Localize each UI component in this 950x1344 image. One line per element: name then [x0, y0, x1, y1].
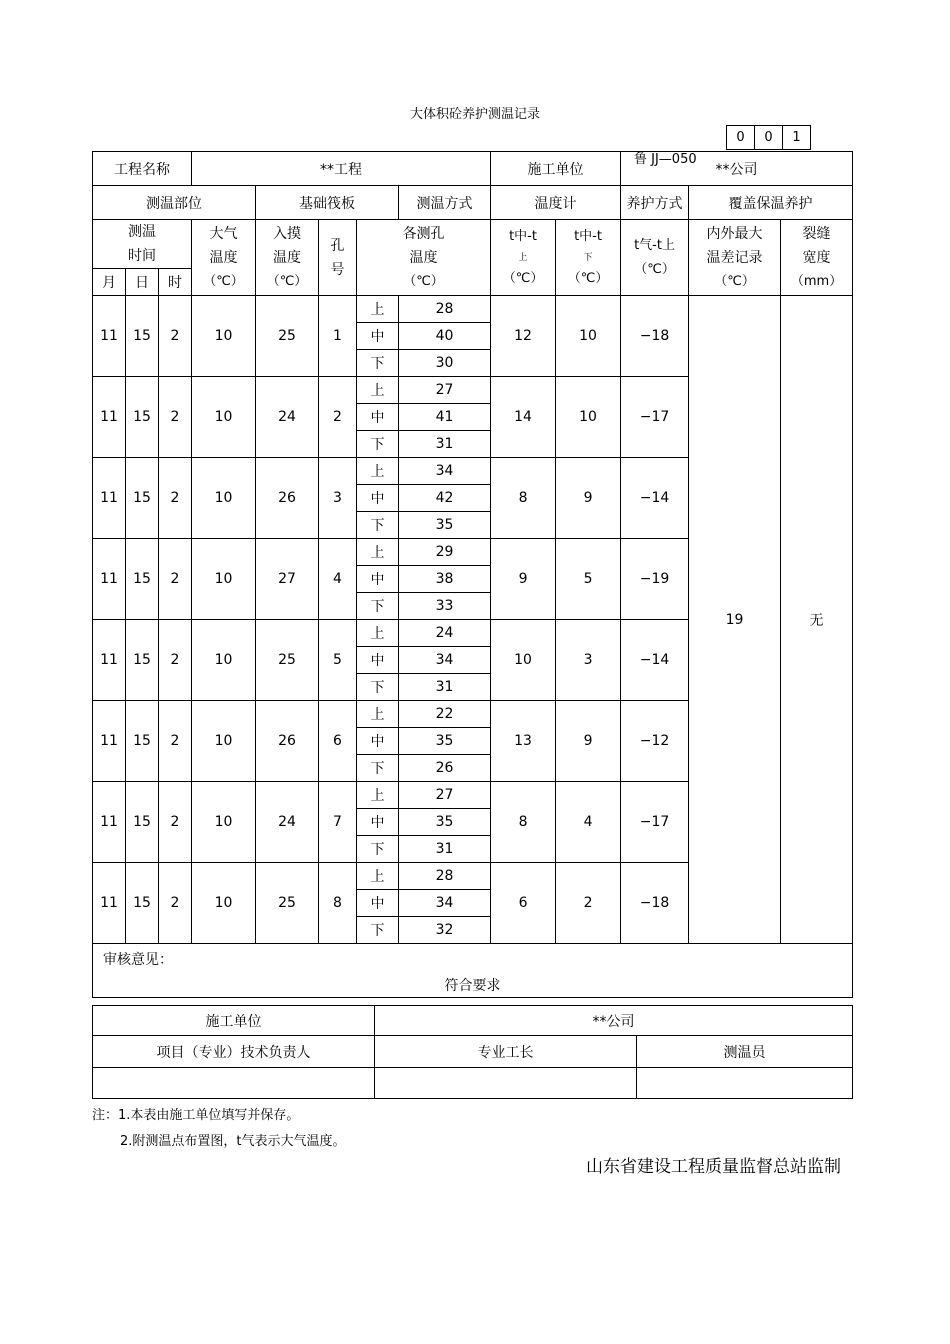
mold-temp-cell: 25 [256, 296, 319, 377]
hole-temp-cell: 31 [399, 836, 491, 863]
diff-air-top-cell: −17 [621, 782, 689, 863]
month-cell: 11 [93, 296, 126, 377]
mold-temp-cell: 26 [256, 458, 319, 539]
position-label-cell: 上 [357, 377, 399, 404]
hole-temp-cell: 28 [399, 863, 491, 890]
hour-cell: 2 [159, 863, 192, 944]
hole-temp-line2: 温度 [409, 249, 438, 266]
diff-mid-top-cell: 8 [491, 782, 556, 863]
air-temp-line2: 温度 [209, 249, 238, 266]
day-cell: 15 [126, 296, 159, 377]
position-label-cell: 中 [357, 323, 399, 350]
diff-mid-bottom-cell: 2 [556, 863, 621, 944]
diff-mid-top-header [491, 220, 556, 296]
diff-air-top-header [621, 220, 689, 296]
hole-temp-header [357, 220, 491, 296]
position-label-cell: 上 [357, 701, 399, 728]
air-temp-cell: 10 [192, 782, 256, 863]
diff-air-top-cell: −12 [621, 701, 689, 782]
construction-unit-value: **公司 [621, 152, 853, 186]
mold-temp-cell: 27 [256, 539, 319, 620]
mold-temp-line2: 温度 [273, 249, 301, 266]
hole-temp-cell: 35 [399, 809, 491, 836]
air-temp-cell: 10 [192, 539, 256, 620]
position-label-cell: 下 [357, 917, 399, 944]
hour-cell: 2 [159, 701, 192, 782]
hole-temp-cell: 38 [399, 566, 491, 593]
max-diff-line1: 内外最大 [706, 225, 763, 242]
serial-digit: 0 [726, 125, 755, 150]
diff-mid-bottom-sub: 下 [583, 252, 593, 263]
crack-width-line1: 裂缝 [802, 225, 831, 242]
position-label-cell: 上 [357, 458, 399, 485]
hole-temp-cell: 28 [399, 296, 491, 323]
diff-air-top-cell: −18 [621, 863, 689, 944]
position-label-cell: 上 [357, 539, 399, 566]
hole-temp-cell: 34 [399, 647, 491, 674]
position-label-cell: 上 [357, 620, 399, 647]
hole-temp-cell: 34 [399, 458, 491, 485]
signoff-unit-value: **公司 [375, 1006, 853, 1036]
hour-header: 时 [159, 269, 192, 296]
diff-mid-top-cell: 10 [491, 620, 556, 701]
time-header [93, 220, 192, 269]
max-diff-line2: 温差记录 [706, 249, 763, 266]
month-cell: 11 [93, 620, 126, 701]
diff-mid-bottom-cell: 3 [556, 620, 621, 701]
hour-cell: 2 [159, 620, 192, 701]
hour-cell: 2 [159, 539, 192, 620]
month-cell: 11 [93, 377, 126, 458]
measure-part-label: 测温部位 [93, 186, 256, 220]
hole-temp-cell: 40 [399, 323, 491, 350]
position-label-cell: 中 [357, 566, 399, 593]
diff-mid-top-cell: 9 [491, 539, 556, 620]
diff-mid-bottom-cell: 4 [556, 782, 621, 863]
foreman-label: 专业工长 [375, 1036, 637, 1068]
crack-width-header [781, 220, 853, 296]
max-diff-unit: （℃） [714, 273, 755, 289]
construction-unit-label: 施工单位 [491, 152, 621, 186]
crack-width-cell: 无 [781, 296, 853, 944]
position-label-cell: 下 [357, 755, 399, 782]
hole-number-cell: 7 [319, 782, 357, 863]
position-label-cell: 上 [357, 863, 399, 890]
diff-mid-top-unit: （℃） [502, 270, 544, 286]
time-header-line1: 测温 [128, 224, 156, 240]
hole-temp-unit: （℃） [403, 273, 444, 289]
air-temp-cell: 10 [192, 863, 256, 944]
project-name-label: 工程名称 [93, 152, 192, 186]
hole-header-line2: 号 [330, 261, 345, 278]
diff-mid-top-cell: 8 [491, 458, 556, 539]
hour-cell: 2 [159, 377, 192, 458]
max-diff-cell: 19 [689, 296, 781, 944]
position-label-cell: 下 [357, 512, 399, 539]
mold-temp-unit: （℃） [266, 273, 308, 289]
position-label-cell: 中 [357, 404, 399, 431]
diff-air-top-cell: −14 [621, 458, 689, 539]
air-temp-cell: 10 [192, 377, 256, 458]
temperature-record-table [92, 151, 853, 998]
day-cell: 15 [126, 458, 159, 539]
mold-temp-line1: 入摸 [273, 225, 301, 242]
hole-number-cell: 1 [319, 296, 357, 377]
diff-air-top-main: t气-t上 [634, 237, 675, 253]
hole-temp-cell: 26 [399, 755, 491, 782]
position-label-cell: 下 [357, 431, 399, 458]
position-label-cell: 中 [357, 728, 399, 755]
hole-temp-cell: 41 [399, 404, 491, 431]
hole-number-cell: 4 [319, 539, 357, 620]
month-cell: 11 [93, 782, 126, 863]
day-cell: 15 [126, 701, 159, 782]
month-header: 月 [93, 269, 126, 296]
position-label-cell: 下 [357, 593, 399, 620]
notes [92, 1103, 346, 1155]
diff-mid-bottom-cell: 10 [556, 296, 621, 377]
month-cell: 11 [93, 863, 126, 944]
hole-number-cell: 6 [319, 701, 357, 782]
position-label-cell: 中 [357, 485, 399, 512]
hole-temp-line1: 各测孔 [402, 225, 445, 242]
position-label-cell: 中 [357, 809, 399, 836]
hole-temp-cell: 24 [399, 620, 491, 647]
note-line-1: 注：1.本表由施工单位填写并保存。 [92, 1108, 300, 1123]
tech-lead-label: 项目（专业）技术负责人 [93, 1036, 375, 1068]
review-row [93, 944, 853, 998]
curing-method-label: 养护方式 [621, 186, 689, 220]
diff-mid-top-cell: 12 [491, 296, 556, 377]
hole-temp-cell: 31 [399, 674, 491, 701]
mold-temp-header [256, 220, 319, 296]
measure-method-value: 温度计 [491, 186, 621, 220]
mold-temp-cell: 25 [256, 620, 319, 701]
hole-temp-cell: 35 [399, 728, 491, 755]
diff-air-top-cell: −18 [621, 296, 689, 377]
position-label-cell: 下 [357, 350, 399, 377]
air-temp-cell: 10 [192, 296, 256, 377]
footer-issuer: 山东省建设工程质量监督总站监制 [586, 1157, 841, 1177]
diff-mid-bottom-cell: 5 [556, 539, 621, 620]
tech-lead-signature [93, 1068, 375, 1099]
diff-mid-top-cell: 13 [491, 701, 556, 782]
diff-mid-bottom-unit: （℃） [567, 270, 609, 286]
month-cell: 11 [93, 701, 126, 782]
day-cell: 15 [126, 377, 159, 458]
hole-header-line1: 孔 [330, 237, 345, 254]
air-temp-cell: 10 [192, 458, 256, 539]
hole-temp-cell: 30 [399, 350, 491, 377]
signoff-unit-label: 施工单位 [93, 1006, 375, 1036]
hole-temp-cell: 35 [399, 512, 491, 539]
hole-number-cell: 3 [319, 458, 357, 539]
hole-temp-cell: 27 [399, 782, 491, 809]
air-temp-header [192, 220, 256, 296]
measure-method-label: 测温方式 [399, 186, 491, 220]
mold-temp-cell: 24 [256, 377, 319, 458]
diff-air-top-cell: −17 [621, 377, 689, 458]
crack-width-line2: 宽度 [802, 249, 831, 266]
air-temp-unit: （℃） [203, 273, 244, 289]
hole-temp-cell: 34 [399, 890, 491, 917]
position-label-cell: 下 [357, 674, 399, 701]
hole-temp-cell: 33 [399, 593, 491, 620]
air-temp-cell: 10 [192, 620, 256, 701]
hour-cell: 2 [159, 296, 192, 377]
serial-number-boxes [727, 125, 811, 150]
hole-temp-cell: 22 [399, 701, 491, 728]
position-label-cell: 上 [357, 782, 399, 809]
position-label-cell: 中 [357, 890, 399, 917]
hole-number-cell: 2 [319, 377, 357, 458]
review-text: 符合要求 [444, 978, 501, 994]
hole-temp-cell: 32 [399, 917, 491, 944]
measure-part-value: 基础筏板 [256, 186, 399, 220]
table-row [93, 296, 853, 323]
air-temp-cell: 10 [192, 701, 256, 782]
hole-number-cell: 5 [319, 620, 357, 701]
day-cell: 15 [126, 863, 159, 944]
form-code: 鲁 JJ—050 [634, 152, 697, 167]
diff-mid-top-sub: 上 [518, 252, 528, 263]
diff-mid-bottom-cell: 9 [556, 458, 621, 539]
hole-temp-cell: 29 [399, 539, 491, 566]
hole-number-header [319, 220, 357, 296]
hour-cell: 2 [159, 458, 192, 539]
position-label-cell: 上 [357, 296, 399, 323]
hole-temp-cell: 42 [399, 485, 491, 512]
mold-temp-cell: 25 [256, 863, 319, 944]
diff-mid-top-main: t中-t [509, 228, 537, 244]
diff-mid-bottom-cell: 9 [556, 701, 621, 782]
foreman-signature [375, 1068, 637, 1099]
air-temp-line1: 大气 [209, 225, 238, 242]
diff-mid-bottom-main: t中-t [574, 228, 602, 244]
serial-digit: 1 [782, 125, 811, 150]
position-label-cell: 中 [357, 647, 399, 674]
note-line-2: 2.附测温点布置图，t气表示大气温度。 [120, 1134, 346, 1149]
month-cell: 11 [93, 539, 126, 620]
day-cell: 15 [126, 620, 159, 701]
hole-temp-cell: 27 [399, 377, 491, 404]
signoff-table [92, 1005, 853, 1099]
diff-air-top-cell: −14 [621, 620, 689, 701]
month-cell: 11 [93, 458, 126, 539]
measurer-signature [637, 1068, 853, 1099]
max-diff-header [689, 220, 781, 296]
diff-mid-bottom-header [556, 220, 621, 296]
diff-air-top-unit: （℃） [634, 261, 675, 277]
diff-mid-top-cell: 6 [491, 863, 556, 944]
table-body [93, 296, 853, 998]
crack-width-unit: （mm） [790, 273, 843, 289]
day-header: 日 [126, 269, 159, 296]
hole-temp-cell: 31 [399, 431, 491, 458]
time-header-line2: 时间 [128, 248, 156, 264]
mold-temp-cell: 24 [256, 782, 319, 863]
hole-number-cell: 8 [319, 863, 357, 944]
table-head [93, 152, 853, 296]
review-cell [93, 944, 853, 998]
hour-cell: 2 [159, 782, 192, 863]
review-label: 审核意见： [103, 952, 173, 968]
diff-mid-bottom-cell: 10 [556, 377, 621, 458]
form-title: 大体积砼养护测温记录 [409, 107, 540, 122]
curing-method-value: 覆盖保温养护 [689, 186, 853, 220]
project-name-value: **工程 [192, 152, 491, 186]
mold-temp-cell: 26 [256, 701, 319, 782]
measurer-label: 测温员 [637, 1036, 853, 1068]
serial-digit: 0 [754, 125, 783, 150]
diff-mid-top-cell: 14 [491, 377, 556, 458]
diff-air-top-cell: −19 [621, 539, 689, 620]
day-cell: 15 [126, 782, 159, 863]
day-cell: 15 [126, 539, 159, 620]
position-label-cell: 下 [357, 836, 399, 863]
